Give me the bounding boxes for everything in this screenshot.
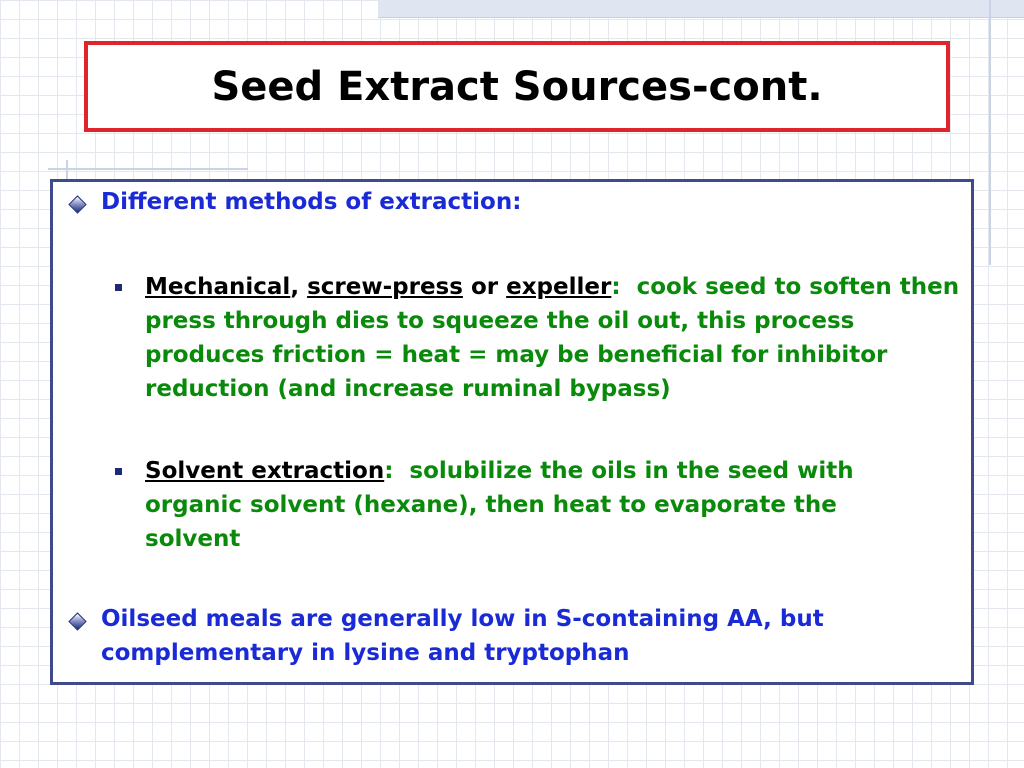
square-bullet-icon <box>115 284 122 291</box>
term-screw-press: screw-press <box>307 274 463 300</box>
term-solvent-extraction: Solvent extraction <box>145 458 385 484</box>
term-mechanical: Mechanical <box>145 274 291 300</box>
solvent-description: solubilize the oils in the seed with organic solvent (hexane), then heat to evaporate the solvent <box>145 458 854 552</box>
mechanical-description: cook seed to soften then press through dies to squeeze the oil out, this process produces friction = heat = may be beneficial for inhibitor reduction (and increase ruminal bypass) <box>145 274 960 402</box>
sub-bullet-solvent: Solvent extraction: solubilize the oils in the seed with organic solvent (hexane), then heat to evaporate the solvent <box>145 458 854 552</box>
content-box <box>50 179 974 685</box>
sub-bullet-mechanical: Mechanical, screw-press or expeller: cook seed to soften then press through dies to squeeze the oil out, this process produces friction = heat = may be beneficial for inhibitor reduction (and increase ruminal bypass) <box>145 274 960 402</box>
diamond-bullet-icon <box>68 195 86 213</box>
decorative-right-rule <box>989 0 991 265</box>
square-bullet-icon <box>115 468 122 475</box>
decorative-left-rule-horizontal <box>48 168 248 170</box>
title-box <box>84 41 950 132</box>
bullet-different-methods: Different methods of extraction: <box>101 189 522 215</box>
diamond-bullet-icon <box>68 612 86 630</box>
bullet-oilseed-meals: Oilseed meals are generally low in S-containing AA, but complementary in lysine and tryptophan <box>101 606 824 666</box>
term-expeller: expeller <box>506 274 612 300</box>
decorative-top-band <box>378 0 1024 18</box>
slide-title: Seed Extract Sources-cont. <box>211 63 823 110</box>
